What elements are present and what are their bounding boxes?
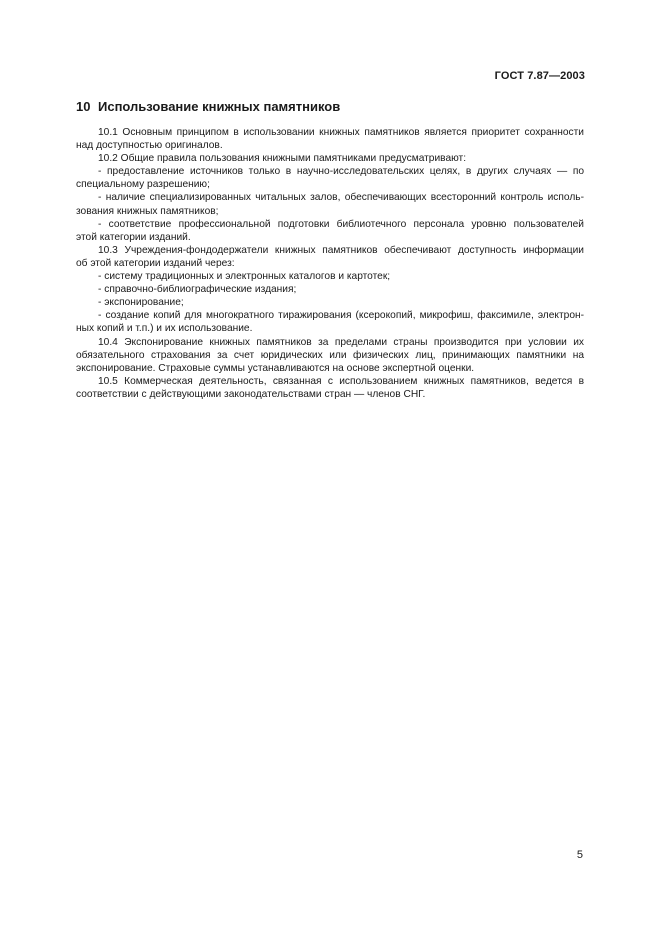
body-text (76, 126, 584, 401)
paragraph-line: 10.1 Основным принципом в использовании книжных памятников является приоритет сохранности (98, 127, 584, 138)
paragraph-line: специальному разрешению; (76, 179, 210, 191)
paragraph-line: - справочно-библиографические издания; (98, 284, 297, 296)
paragraph-line: этой категории изданий. (76, 231, 191, 243)
paragraph-line: зования книжных памятников; (76, 205, 219, 217)
paragraph-line: ных копий и т.п.) и их использование. (76, 323, 253, 335)
paragraph-line: - соответствие профессиональной подготовки библиотечного персонала уровню пользователей (98, 218, 584, 230)
section-number: 10 (76, 99, 91, 114)
section-title-text: Использование книжных памятников (98, 99, 341, 114)
paragraph-line: - предоставление источников только в научно-исследовательских целях, в других случаях — по (98, 166, 584, 178)
document-code: ГОСТ 7.87—2003 (494, 70, 585, 82)
paragraph-line: об этой категории изданий через: (76, 257, 235, 269)
paragraph-line: - систему традиционных и электронных каталогов и картотек; (98, 271, 391, 283)
paragraph-line: - наличие специализированных читальных залов, обеспечивающих всесторонний контроль исполь- (98, 192, 584, 204)
paragraph-line: 10.3 Учреждения-фондодержатели книжных памятников обеспечивают доступность информации (98, 244, 584, 256)
paragraph-line: над доступностью оригиналов. (76, 140, 223, 152)
section-heading (76, 99, 340, 114)
page-number: 5 (576, 849, 583, 861)
paragraph-line: 10.2 Общие правила пользования книжными памятниками предусматривают: (98, 153, 467, 165)
paragraph-line: экспонирование. Страховые суммы устанавливаются на основе экспертной оценки. (76, 362, 475, 374)
paragraph-line: соответствии с действующими законодательствами стран — членов СНГ. (76, 388, 426, 400)
paragraph-line: 10.5 Коммерческая деятельность, связанная с использованием книжных памятников, ведется в (98, 375, 584, 387)
paragraph-line: - создание копий для многократного тиражирования (ксерокопий, микрофиш, факсимиле, электрон- (98, 310, 584, 322)
paragraph-line: обязательного страхования за счет юридических или физических лиц, принимающих памятники на (76, 349, 584, 361)
paragraph-line: 10.4 Экспонирование книжных памятников за пределами страны производится при условии их (98, 336, 584, 348)
paragraph-line: - экспонирование; (98, 297, 184, 309)
